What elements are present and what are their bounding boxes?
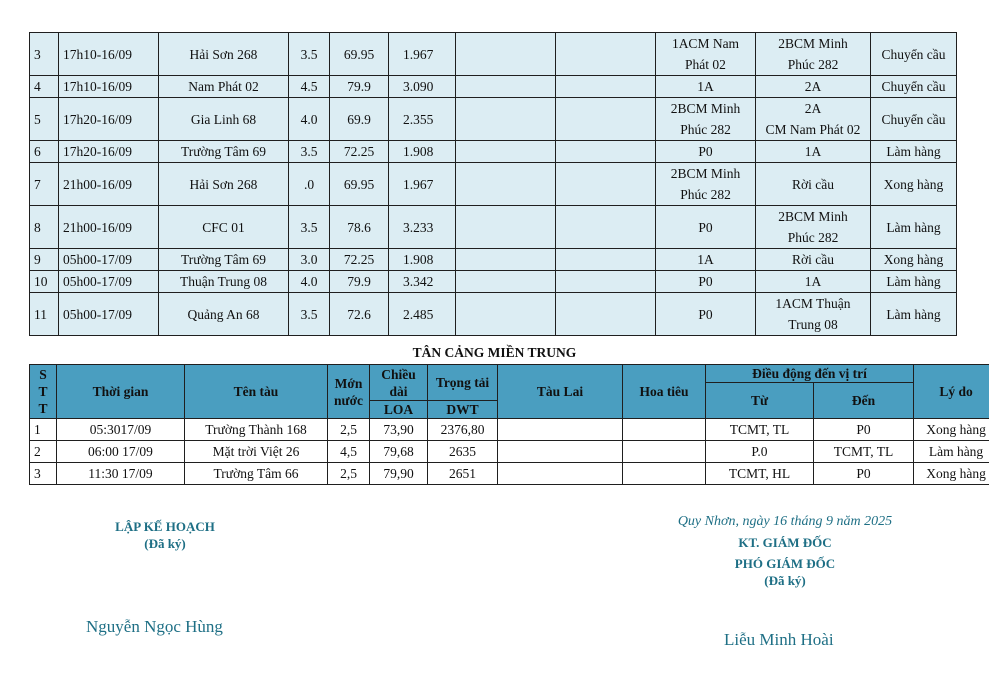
cell-draft: .0: [289, 163, 330, 206]
cell-time: 17h20-16/09: [59, 98, 159, 141]
cell-tug: [456, 141, 556, 163]
place-date: Quy Nhơn, ngày 16 tháng 9 năm 2025: [677, 514, 893, 529]
schedule-table-continued: [29, 32, 957, 336]
cell-from-line: 2BCM Minh: [670, 166, 741, 181]
cell-from: [656, 33, 756, 76]
cell-dwt: 3.342: [389, 271, 456, 293]
director-signed: (Đã ký): [764, 573, 806, 588]
cell-reason: Chuyển cầu: [871, 98, 957, 141]
cell-tug: [456, 76, 556, 98]
cell-reason: Làm hàng: [871, 206, 957, 249]
cell-to-line: 2A: [804, 101, 822, 116]
cell-time: 17h10-16/09: [59, 76, 159, 98]
cell-time: 05:3017/09: [57, 419, 185, 441]
planner-name: Nguyễn Ngọc Hùng: [86, 617, 223, 636]
cell-to-line: 1A: [804, 144, 822, 159]
header-reason: Lý do: [914, 365, 989, 419]
cell-pilot: [556, 141, 656, 163]
cell-pilot: [556, 163, 656, 206]
cell-from: TCMT, TL: [706, 419, 814, 441]
cell-to: P0: [814, 463, 914, 485]
cell-to-line: Phúc 282: [787, 57, 839, 72]
cell-time: 11:30 17/09: [57, 463, 185, 485]
cell-loa: 72.25: [330, 249, 389, 271]
cell-stt: 10: [30, 271, 59, 293]
table-row: [30, 271, 957, 293]
cell-to: [756, 249, 871, 271]
cell-time: 05h00-17/09: [59, 249, 159, 271]
cell-draft: 3.5: [289, 206, 330, 249]
cell-dwt: 2651: [428, 463, 498, 485]
cell-reason: Xong hàng: [914, 419, 989, 441]
planner-title: LẬP KẾ HOẠCH: [115, 519, 215, 534]
cell-reason: Xong hàng: [871, 163, 957, 206]
header-time: Thời gian: [57, 365, 185, 419]
cell-to-line: Phúc 282: [787, 230, 839, 245]
cell-from: P.0: [706, 441, 814, 463]
cell-time: 21h00-16/09: [59, 163, 159, 206]
table-row: [30, 419, 989, 441]
cell-from-line: Phúc 282: [680, 122, 731, 137]
header-length: Chiều dài: [370, 365, 428, 401]
table-row: [30, 98, 957, 141]
cell-from: [656, 163, 756, 206]
cell-to: [756, 141, 871, 163]
header-stt: S T T: [30, 365, 57, 419]
planner-signed: (Đã ký): [144, 536, 186, 551]
cell-pilot: [623, 463, 706, 485]
cell-from-line: Phát 02: [685, 57, 726, 72]
cell-ship: CFC 01: [159, 206, 289, 249]
cell-time: 17h10-16/09: [59, 33, 159, 76]
table-row: [30, 249, 957, 271]
cell-time: 17h20-16/09: [59, 141, 159, 163]
cell-ship: Trường Tâm 66: [185, 463, 328, 485]
section-title: TÂN CẢNG MIỀN TRUNG: [412, 345, 577, 360]
cell-ship: Nam Phát 02: [159, 76, 289, 98]
cell-ship: Trường Thành 168: [185, 419, 328, 441]
cell-loa: 78.6: [330, 206, 389, 249]
director-title-1: KT. GIÁM ĐỐC: [738, 535, 832, 550]
cell-ship: Quảng An 68: [159, 293, 289, 336]
planner-block: [90, 518, 240, 552]
cell-from-line: P0: [698, 306, 713, 322]
cell-to-line: Trung 08: [788, 317, 838, 332]
cell-dwt: 2635: [428, 441, 498, 463]
cell-dwt: 1.967: [389, 33, 456, 76]
cell-reason: Làm hàng: [871, 141, 957, 163]
cell-pilot: [556, 271, 656, 293]
director-block: [640, 513, 930, 589]
cell-draft: 3.0: [289, 249, 330, 271]
cell-draft: 4.5: [289, 76, 330, 98]
cell-pilot: [556, 33, 656, 76]
cell-tug: [498, 419, 623, 441]
cell-ship: Mặt trời Việt 26: [185, 441, 328, 463]
cell-reason: Làm hàng: [871, 293, 957, 336]
cell-dwt: 2.485: [389, 293, 456, 336]
header-from: Từ: [706, 383, 814, 419]
table-row: [30, 163, 957, 206]
header-tug: Tàu Lai: [498, 365, 623, 419]
cell-pilot: [556, 206, 656, 249]
cell-draft: 3.5: [289, 293, 330, 336]
director-name: Liễu Minh Hoài: [724, 630, 834, 649]
cell-tug: [498, 441, 623, 463]
port-schedule-table: [29, 364, 989, 485]
cell-time: 05h00-17/09: [59, 271, 159, 293]
cell-from-line: 1A: [697, 79, 714, 94]
cell-to-line: 1ACM Thuận: [775, 296, 851, 311]
cell-from: [656, 98, 756, 141]
cell-draft: 4.0: [289, 98, 330, 141]
cell-to: P0: [814, 419, 914, 441]
cell-tug: [456, 163, 556, 206]
header-to: Đến: [814, 383, 914, 419]
cell-to-line: CM Nam Phát 02: [765, 122, 861, 137]
cell-ship: Hải Sơn 268: [159, 163, 289, 206]
cell-draft: 3.5: [289, 33, 330, 76]
cell-from-line: P0: [698, 144, 713, 159]
cell-pilot: [556, 98, 656, 141]
cell-loa: 79,90: [370, 463, 428, 485]
cell-from: TCMT, HL: [706, 463, 814, 485]
cell-time: 06:00 17/09: [57, 441, 185, 463]
table-row: [30, 293, 957, 336]
cell-loa: 69.95: [330, 163, 389, 206]
cell-to-line: Rời cầu: [791, 252, 834, 267]
cell-loa: 72.6: [330, 293, 389, 336]
cell-stt: 4: [30, 76, 59, 98]
cell-from-line: 2BCM Minh: [670, 101, 741, 116]
cell-dwt: 2.355: [389, 98, 456, 141]
cell-reason: Xong hàng: [914, 463, 989, 485]
cell-loa: 72.25: [330, 141, 389, 163]
header-tonnage: Trọng tải: [428, 365, 498, 401]
cell-loa: 79.9: [330, 271, 389, 293]
cell-ship: Trường Tâm 69: [159, 249, 289, 271]
cell-stt: 9: [30, 249, 59, 271]
cell-from-line: P0: [698, 219, 713, 235]
header-draft: Mớn nước: [328, 365, 370, 419]
cell-draft: 4.0: [289, 271, 330, 293]
cell-reason: Xong hàng: [871, 249, 957, 271]
cell-ship: Gia Linh 68: [159, 98, 289, 141]
cell-stt: 7: [30, 163, 59, 206]
director-title-2: PHÓ GIÁM ĐỐC: [734, 556, 836, 571]
cell-to: [756, 293, 871, 336]
table-row: [30, 441, 989, 463]
cell-loa: 79,68: [370, 441, 428, 463]
table-row: [30, 33, 957, 76]
cell-to: [756, 163, 871, 206]
cell-stt: 6: [30, 141, 59, 163]
cell-ship: Trường Tâm 69: [159, 141, 289, 163]
cell-pilot: [556, 293, 656, 336]
cell-to-line: 2A: [804, 79, 822, 94]
table-row: [30, 76, 957, 98]
cell-from-line: 1ACM Nam: [671, 36, 740, 51]
cell-from: [656, 293, 756, 336]
cell-to: TCMT, TL: [814, 441, 914, 463]
cell-ship: Hải Sơn 268: [159, 33, 289, 76]
header-dwt: DWT: [428, 401, 498, 419]
cell-reason: Chuyển cầu: [871, 76, 957, 98]
header-loa: LOA: [370, 401, 428, 419]
cell-from-line: P0: [698, 274, 713, 289]
cell-to: [756, 206, 871, 249]
table-row: [30, 206, 957, 249]
cell-pilot: [556, 76, 656, 98]
cell-to-line: 2BCM Minh: [778, 209, 848, 224]
cell-draft: 4,5: [328, 441, 370, 463]
cell-stt: 5: [30, 98, 59, 141]
cell-pilot: [556, 249, 656, 271]
cell-draft: 2,5: [328, 419, 370, 441]
cell-from: [656, 76, 756, 98]
cell-to: [756, 33, 871, 76]
cell-reason: Chuyển cầu: [871, 33, 957, 76]
header-pilot: Hoa tiêu: [623, 365, 706, 419]
cell-tug: [456, 293, 556, 336]
cell-tug: [456, 271, 556, 293]
cell-from: [656, 249, 756, 271]
cell-reason: Làm hàng: [871, 271, 957, 293]
cell-dwt: 2376,80: [428, 419, 498, 441]
cell-from: [656, 271, 756, 293]
cell-dwt: 1.908: [389, 141, 456, 163]
cell-to-line: Rời cầu: [791, 176, 834, 192]
cell-draft: 3.5: [289, 141, 330, 163]
cell-reason: Làm hàng: [914, 441, 989, 463]
cell-tug: [456, 249, 556, 271]
cell-pilot: [623, 441, 706, 463]
cell-pilot: [623, 419, 706, 441]
cell-dwt: 1.908: [389, 249, 456, 271]
cell-ship: Thuận Trung 08: [159, 271, 289, 293]
header-move: Điều động đến vị trí: [706, 365, 914, 383]
cell-draft: 2,5: [328, 463, 370, 485]
table-row: [30, 141, 957, 163]
cell-to: [756, 271, 871, 293]
cell-from: [656, 206, 756, 249]
cell-loa: 79.9: [330, 76, 389, 98]
cell-tug: [456, 98, 556, 141]
cell-dwt: 1.967: [389, 163, 456, 206]
cell-to: [756, 98, 871, 141]
cell-stt: 2: [30, 441, 57, 463]
cell-loa: 73,90: [370, 419, 428, 441]
header-ship: Tên tàu: [185, 365, 328, 419]
cell-loa: 69.9: [330, 98, 389, 141]
cell-to-line: 1A: [804, 274, 822, 289]
table-row: [30, 463, 989, 485]
cell-time: 05h00-17/09: [59, 293, 159, 336]
cell-from-line: 1A: [697, 252, 714, 267]
cell-tug: [456, 33, 556, 76]
cell-time: 21h00-16/09: [59, 206, 159, 249]
cell-stt: 3: [30, 463, 57, 485]
cell-dwt: 3.233: [389, 206, 456, 249]
cell-stt: 3: [30, 33, 59, 76]
cell-loa: 69.95: [330, 33, 389, 76]
cell-tug: [498, 463, 623, 485]
cell-stt: 1: [30, 419, 57, 441]
cell-stt: 11: [30, 293, 59, 336]
cell-to-line: 2BCM Minh: [778, 36, 848, 51]
cell-from: [656, 141, 756, 163]
cell-stt: 8: [30, 206, 59, 249]
cell-dwt: 3.090: [389, 76, 456, 98]
cell-from-line: Phúc 282: [680, 187, 731, 202]
cell-tug: [456, 206, 556, 249]
cell-to: [756, 76, 871, 98]
